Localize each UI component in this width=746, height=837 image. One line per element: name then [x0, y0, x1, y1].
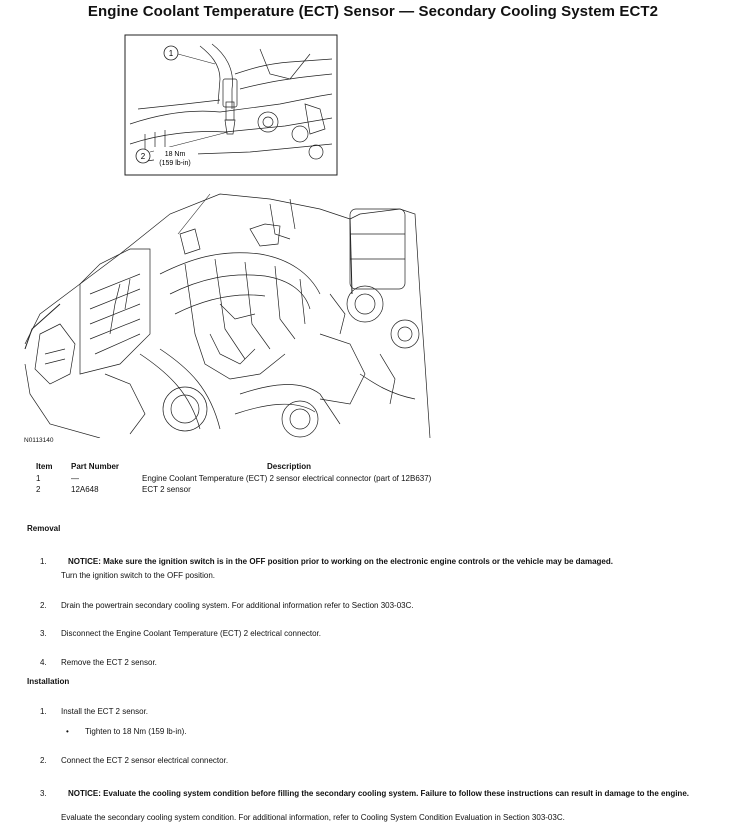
row-description: Engine Coolant Temperature (ECT) 2 sensor electrical connector (part of 12B637) [142, 474, 432, 483]
header-item: Item [36, 462, 53, 471]
step-notice: NOTICE: Evaluate the cooling system condition before filling the secondary cooling system. Failure to follow these instructions can result in damage to the engine. [68, 789, 689, 798]
row-part-number: — [71, 474, 79, 483]
step-number: 2. [40, 601, 47, 610]
row-item: 2 [36, 485, 41, 494]
step-notice: NOTICE: Make sure the ignition switch is in the OFF position prior to working on the electronic engine controls or the vehicle may be damaged. [68, 557, 613, 566]
step-number: 1. [40, 707, 47, 716]
table-row [36, 474, 476, 485]
header-description: Description [267, 462, 312, 471]
figure-code: N0113140 [24, 437, 54, 444]
step-number: 3. [40, 789, 47, 798]
parts-table [36, 462, 476, 496]
bullet-dot: • [66, 727, 69, 736]
callout-1-label: 1 [168, 49, 174, 58]
page-title: Engine Coolant Temperature (ECT) Sensor — Secondary Cooling System ECT2 [87, 3, 659, 20]
torque-imperial: (159 lb-in) [159, 160, 191, 167]
step-text: Drain the powertrain secondary cooling system. For additional information refer to Section 303-03C. [61, 601, 414, 610]
engine-illustration [20, 34, 440, 438]
torque-value: 18 Nm [164, 151, 186, 158]
installation-heading: Installation [27, 677, 70, 686]
step-text: Connect the ECT 2 sensor electrical connector. [61, 756, 229, 765]
step-number: 4. [40, 658, 47, 667]
step-number: 2. [40, 756, 47, 765]
engine-diagram-svg [20, 34, 440, 438]
table-row [36, 485, 476, 496]
bullet-text: Tighten to 18 Nm (159 lb-in). [85, 727, 187, 736]
row-description: ECT 2 sensor [142, 485, 191, 494]
step-text: Disconnect the Engine Coolant Temperature (ECT) 2 electrical connector. [61, 629, 321, 638]
header-part-number: Part Number [71, 462, 120, 471]
engine-drawing [25, 194, 430, 438]
step-text: Install the ECT 2 sensor. [61, 707, 149, 716]
parts-table-header [36, 462, 456, 474]
step-text: Turn the ignition switch to the OFF position. [61, 571, 215, 580]
step-text: Remove the ECT 2 sensor. [61, 658, 157, 667]
row-part-number: 12A648 [71, 485, 99, 494]
engine-outline-heavy [25, 219, 352, 349]
step-number: 3. [40, 629, 47, 638]
row-item: 1 [36, 474, 41, 483]
removal-heading: Removal [27, 524, 61, 533]
step-number: 1. [40, 557, 47, 566]
step-text: Evaluate the secondary cooling system condition. For additional information, refer to Cooling System Condition Evaluation in Section 303-03C. [61, 813, 565, 822]
callout-2-label: 2 [140, 152, 146, 161]
